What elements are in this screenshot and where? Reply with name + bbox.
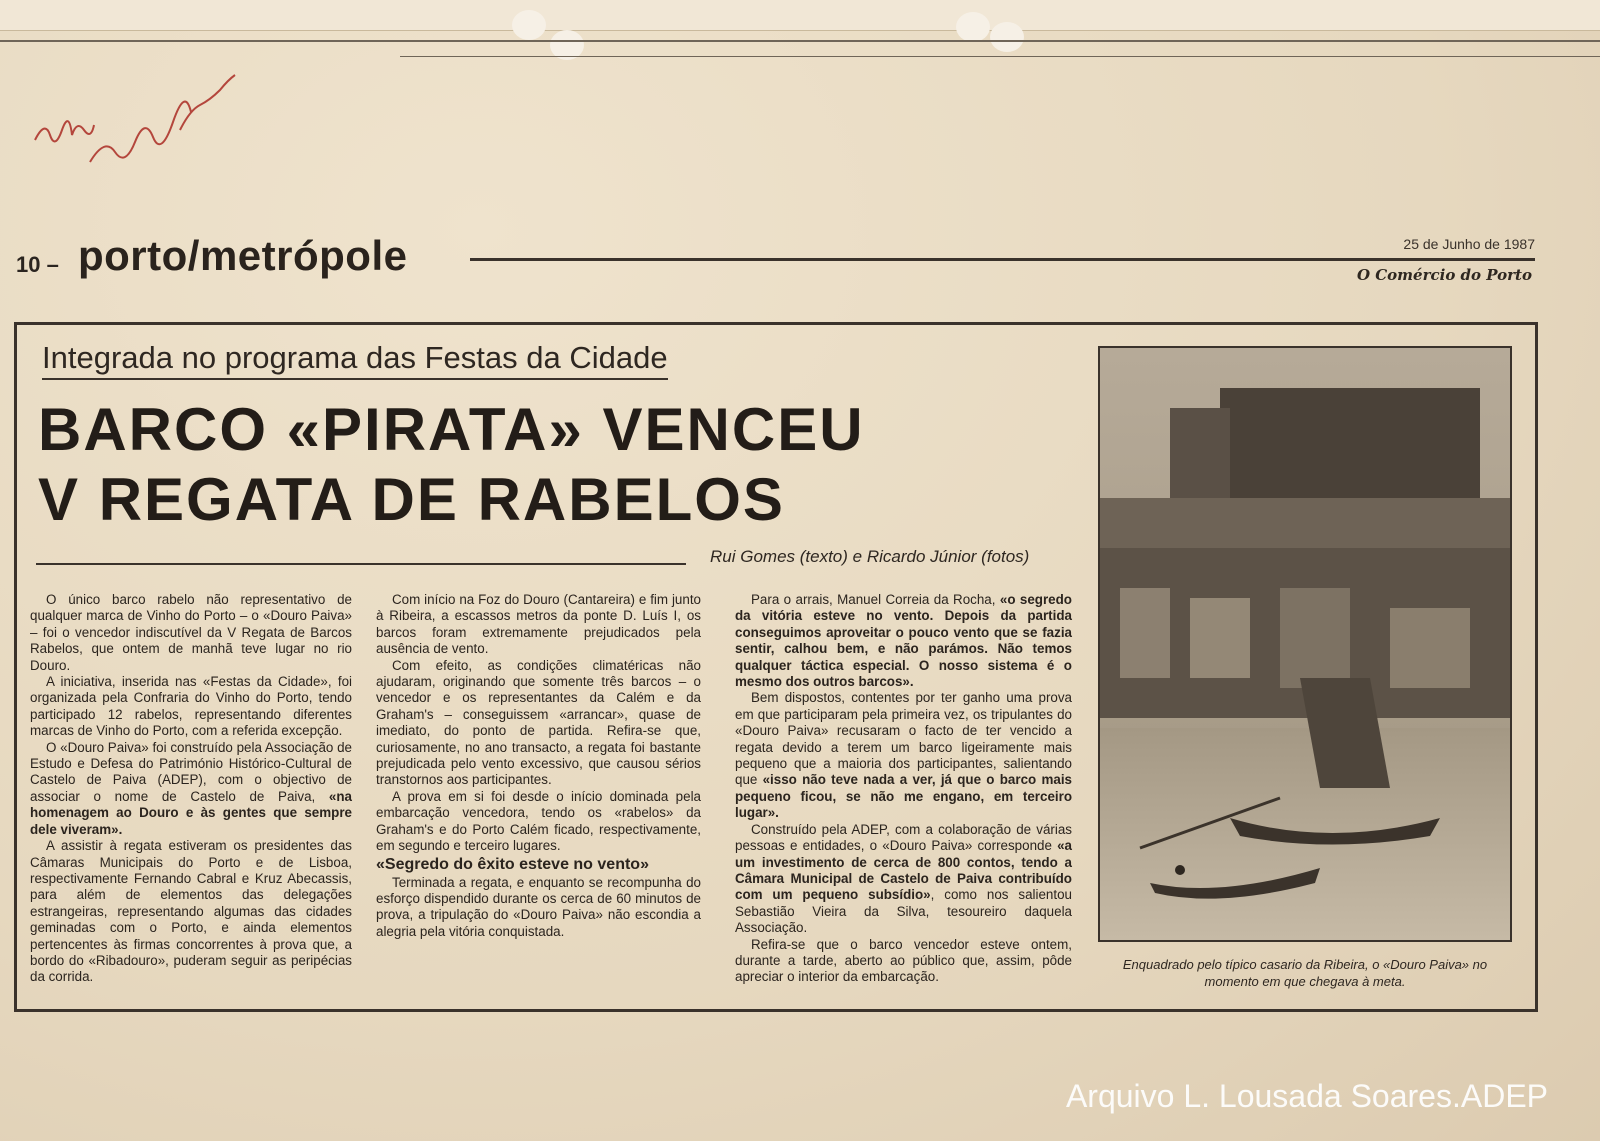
paragraph: Construído pela ADEP, com a colaboração de várias pessoas e entidades, o «Douro Paiva» corresponde «a um investimento de cerca de 800 contos, tendo a Câmara Municipal de Castelo de Paiva contribuído com um pequeno subsídio», como nos salientou Sebastião Vieira da Silva, tesoureiro daquela Associação. (735, 821, 1072, 936)
paragraph: Para o arrais, Manuel Correia da Rocha, «o segredo da vitória esteve no vento. Depois da partida conseguimos aproveitar o pouco vento que se fazia sentir, calhou bem, e não parámos. Não temos qualquer táctica especial. O nosso sistema é o mesmo dos outros barcos». (735, 592, 1072, 690)
paragraph: Com início na Foz do Douro (Cantareira) e fim junto à Ribeira, a escassos metros da ponte D. Luís I, os barcos foram extremamente prejudicados pela ausência de vento. (376, 592, 701, 657)
article-photo (1098, 346, 1512, 942)
torn-top-edge (0, 0, 1600, 31)
paragraph: A assistir à regata estiveram os presidentes das Câmaras Municipais do Porto e de Lisboa, respectivamente Fernando Cabral e Kruz Abecassis, para além de elementos das delegações estrangeiras, representando algumas das cidades geminadas com o Porto, e ainda elementos pertencentes às firmas concorrentes à prova que, a bordo do «Ribadouro», puderam seguir as peripécias da corrida. (30, 838, 352, 985)
newspaper-name: O Comércio do Porto (1356, 266, 1532, 284)
article-column-1 (30, 592, 352, 986)
paragraph: Refira-se que o barco vencedor esteve ontem, durante a tarde, aberto ao público que, assim, pôde apreciar o interior da embarcação. (735, 936, 1072, 985)
article-headline: BARCO «PIRATA» VENCEU V REGATA DE RABELOS (38, 396, 865, 533)
masthead-rule (470, 258, 1535, 261)
paragraph: O «Douro Paiva» foi construído pela Associação de Estudo e Defesa do Património Histórico-Cultural de Castelo de Paiva (ADEP), com o objectivo de associar o nome de Castelo de Paiva, «na homenagem ao Douro e às gentes que sempre dele viveram». (30, 739, 352, 837)
archive-watermark: Arquivo L. Lousada Soares.ADEP (1065, 1078, 1548, 1114)
paragraph: O único barco rabelo não representativo de qualquer marca de Vinho do Porto – o «Douro Paiva» – foi o vencedor indiscutível da V Regata de Barcos Rabelos, que ontem de manhã teve lugar no rio Douro. (30, 592, 352, 673)
punch-hole (990, 22, 1024, 52)
paragraph: Com efeito, as condições climatéricas não ajudaram, originando que somente três barcos – o vencedor e os representantes da Calém e da Graham's – conseguissem «arrancar», quase de imediato, do ponto de partida. Refira-se que, curiosamente, no ano transacto, a regata foi bastante prejudicada pelo vento excessivo, que causou sérios transtornos aos participantes. (376, 657, 701, 788)
punch-hole (956, 12, 990, 42)
article-kicker: Integrada no programa das Festas da Cidade (42, 340, 668, 380)
photo-caption: Enquadrado pelo típico casario da Ribeira, o «Douro Paiva» no momento em que chegava à meta. (1122, 957, 1488, 989)
article-byline: Rui Gomes (texto) e Ricardo Júnior (fotos) (710, 547, 1030, 566)
ribeira-photo-illustration (1100, 348, 1510, 940)
paragraph: Terminada a regata, e enquanto se recompunha do esforço dispendido durante os cerca de 60 minutos de prova, a tripulação do «Douro Paiva» não escondia a alegria pela vitória conquistada. (376, 874, 701, 939)
paragraph: Bem dispostos, contentes por ter ganho uma prova em que participaram pela primeira vez, os tripulantes do «Douro Paiva» recusaram o facto de ter vencido a regata devido a terem um barco ligeiramente mais pequeno que a maioria dos participantes, salientando que «isso não teve nada a ver, já que o barco mais pequeno ficou, se não me engano, em terceiro lugar». (735, 690, 1073, 821)
subheading: «Segredo do êxito esteve no vento» (376, 855, 649, 873)
byline-rule (36, 563, 686, 565)
publication-date: 25 de Junho de 1987 (1403, 236, 1535, 252)
page-edge-line (400, 56, 1600, 57)
handwritten-note (30, 70, 280, 180)
article-column-2 (376, 592, 701, 940)
punch-hole (512, 10, 546, 40)
paragraph: A iniciativa, inserida nas «Festas da Cidade», foi organizada pela Confraria do Vinho do Porto, tendo participado 12 rabelos, representando diferentes marcas de Vinho do Porto, com a referida excepção. (30, 674, 352, 739)
page-number: 10 – (16, 252, 59, 277)
section-title: porto/metrópole (78, 232, 408, 279)
page-edge-line (0, 40, 1600, 42)
paragraph: A prova em si foi desde o início dominada pela embarcação vencedora, tendo os «rabelos» da Graham's e do Porto Calém ficado, respectivamente, em segundo e terceiro lugares. (376, 788, 701, 854)
article-column-3 (735, 592, 1072, 986)
